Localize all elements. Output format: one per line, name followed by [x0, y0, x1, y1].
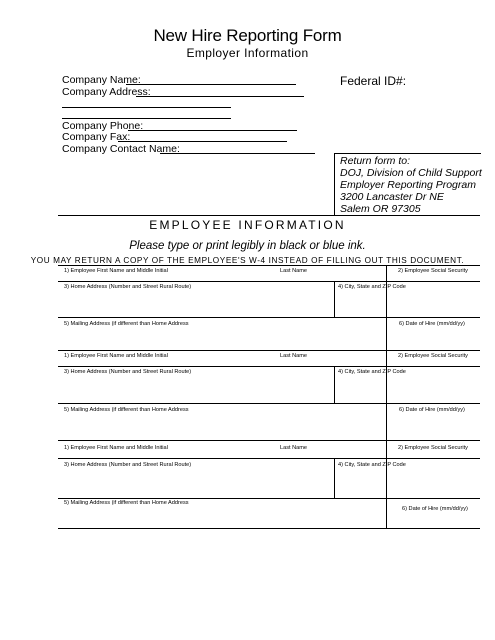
first-name-label: 1) Employee First Name and Middle Initial [64, 353, 168, 359]
company-fax-label: Company Fax: [62, 131, 131, 143]
company-contact-name-field[interactable] [160, 153, 315, 154]
return-line: Return form to: [340, 155, 411, 167]
last-name-label: Last Name [280, 445, 308, 451]
return-address-box [334, 153, 481, 216]
return-line: DOJ, Division of Child Support [340, 167, 482, 179]
first-name-label: 1) Employee First Name and Middle Initial [64, 445, 168, 451]
row-rule [58, 281, 480, 282]
mailing-address-label: 5) Mailing Address (if different than Home Address [64, 321, 189, 327]
block-top-rule [58, 440, 480, 441]
first-name-label: 1) Employee First Name and Middle Initial [64, 268, 168, 274]
row-rule [58, 317, 480, 318]
company-address-field[interactable] [136, 96, 304, 97]
date-of-hire-label: 6) Date of Hire (mm/dd/yy) [399, 321, 465, 327]
city-state-zip-label: 4) City, State and ZIP Code [338, 369, 406, 375]
last-name-label: Last Name [280, 353, 308, 359]
last-name-label: Last Name [280, 268, 308, 274]
company-address-label: Company Address: [62, 86, 151, 98]
column-divider [386, 470, 387, 528]
column-divider [334, 366, 335, 403]
mailing-address-label: 5) Mailing Address (if different than Home Address [64, 500, 189, 506]
column-divider [334, 281, 335, 317]
employee-section-title: EMPLOYEE INFORMATION [149, 218, 346, 232]
ssn-label: 2) Employee Social Security [398, 445, 468, 451]
mailing-address-label: 5) Mailing Address (if different than Home Address [64, 407, 189, 413]
company-phone-label: Company Phone: [62, 120, 144, 132]
row-rule [58, 366, 480, 367]
return-line: Employer Reporting Program [340, 179, 476, 191]
date-of-hire-label: 6) Date of Hire (mm/dd/yy) [399, 407, 465, 413]
date-of-hire-label: 6) Date of Hire (mm/dd/yy) [402, 506, 468, 512]
company-fax-field[interactable] [118, 141, 287, 142]
column-divider [386, 380, 387, 470]
row-rule [58, 403, 480, 404]
w4-notice: YOU MAY RETURN A COPY OF THE EMPLOYEE'S W-4 INSTEAD OF FILLING OUT THIS DOCUMENT. [30, 256, 465, 265]
block-bottom-rule [58, 528, 480, 529]
return-line: Salem OR 97305 [340, 203, 421, 215]
company-address-line-3[interactable] [62, 118, 231, 119]
column-divider [334, 458, 335, 498]
company-phone-field[interactable] [128, 130, 297, 131]
section-divider [58, 215, 480, 216]
form-subtitle: Employer Information [186, 46, 309, 60]
home-address-label: 3) Home Address (Number and Street Rural Route) [64, 284, 192, 290]
row-rule [58, 498, 480, 499]
return-line: 3200 Lancaster Dr NE [340, 191, 444, 203]
block-top-rule [58, 265, 480, 266]
company-contact-name-label: Company Contact Name: [62, 143, 180, 155]
ssn-label: 2) Employee Social Security [398, 353, 468, 359]
company-name-field[interactable] [126, 84, 296, 85]
block-top-rule [58, 350, 480, 351]
column-divider [386, 265, 387, 380]
company-name-label: Company Name: [62, 74, 141, 86]
city-state-zip-label: 4) City, State and ZIP Code [338, 284, 406, 290]
federal-id-label: Federal ID#: [340, 74, 407, 88]
instruction-text: Please type or print legibly in black or blue ink. [129, 240, 366, 252]
company-address-line-2[interactable] [62, 107, 231, 108]
form-title: New Hire Reporting Form [153, 26, 342, 45]
row-rule [58, 458, 480, 459]
home-address-label: 3) Home Address (Number and Street Rural Route) [64, 462, 192, 468]
ssn-label: 2) Employee Social Security [398, 268, 468, 274]
city-state-zip-label: 4) City, State and ZIP Code [338, 462, 406, 468]
home-address-label: 3) Home Address (Number and Street Rural Route) [64, 369, 192, 375]
